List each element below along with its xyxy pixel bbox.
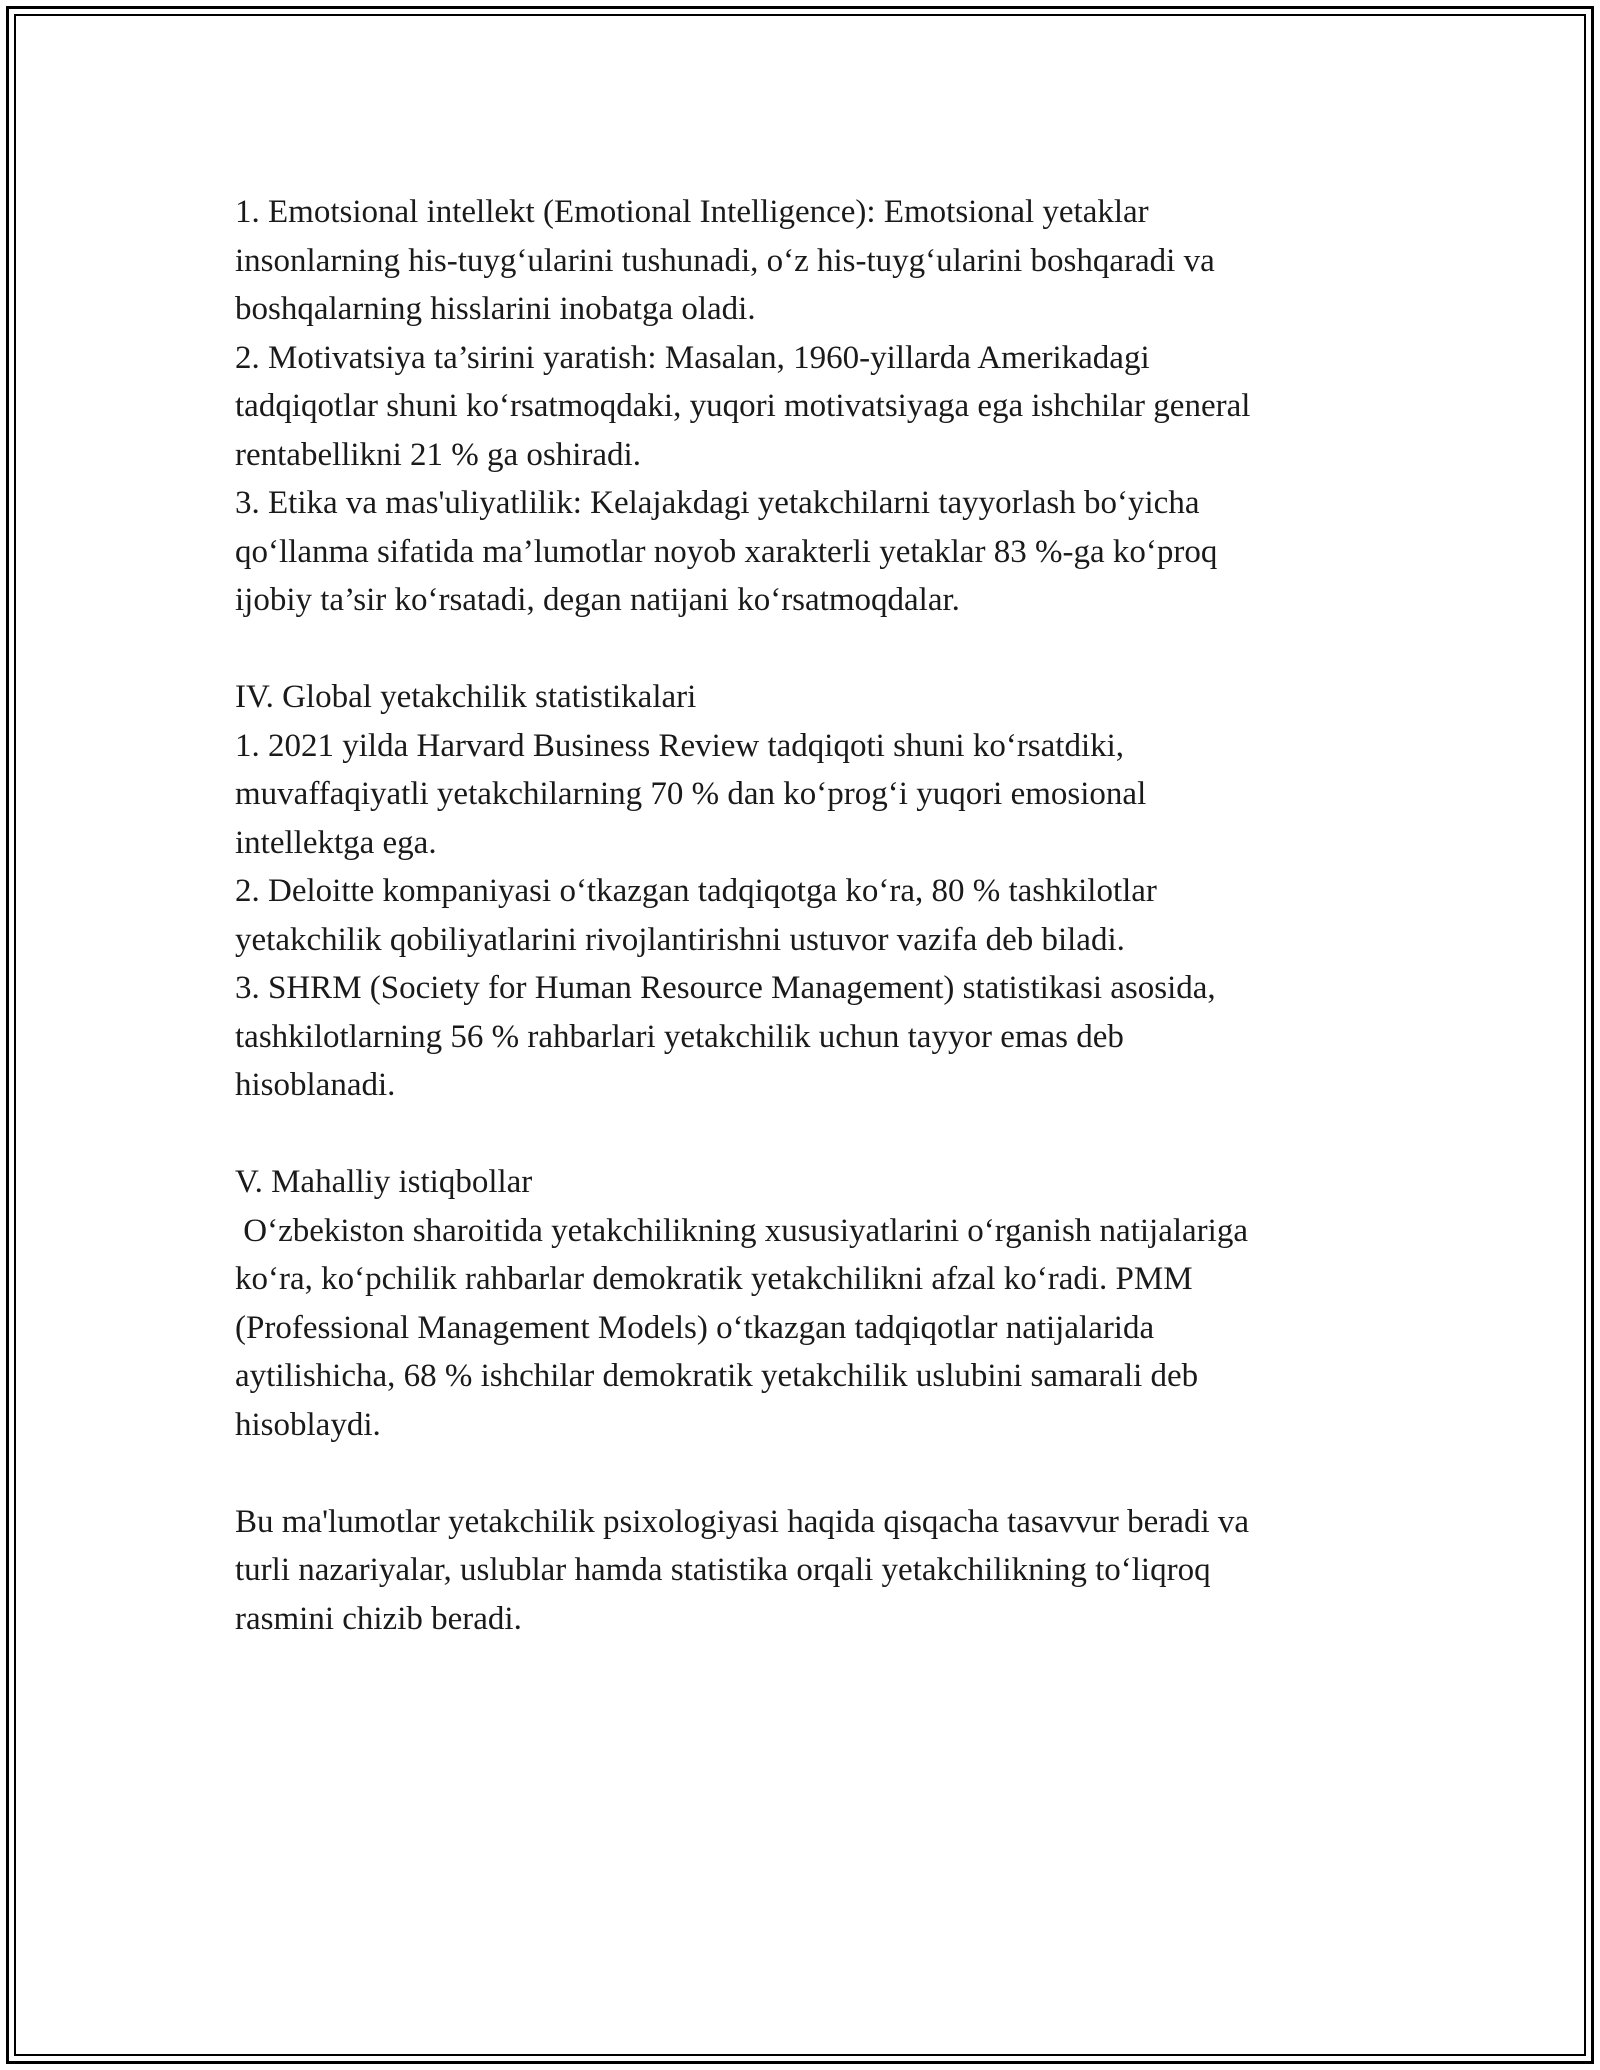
paragraph-spacer: [235, 1449, 1385, 1498]
section-global-statistics: [235, 673, 1385, 1110]
text-line: Bu ma'lumotlar yetakchilik psixologiyasi haqida qisqacha tasavvur beradi va: [235, 1503, 1250, 1540]
text-line: 2. Deloitte kompaniyasi o‘tkazgan tadqiqotga ko‘ra, 80 % tashkilotlar: [235, 873, 1157, 909]
leadership-factors-list: [235, 188, 1385, 625]
text-line: rentabellikni 21 % ga oshiradi.: [235, 436, 641, 473]
text-line: insonlarning his-tuyg‘ularini tushunadi, o‘z his-tuyg‘ularini boshqaradi va: [235, 242, 1215, 279]
text-line: intellektga ega.: [235, 824, 437, 861]
text-line: boshqalarning hisslarini inobatga oladi.: [235, 291, 756, 327]
section-heading: V. Mahalliy istiqbollar: [235, 1164, 533, 1200]
text-line: muvaffaqiyatli yetakchilarning 70 % dan ko‘prog‘i yuqori emosional: [235, 776, 1147, 812]
text-line: 3. SHRM (Society for Human Resource Management) statistikasi asosida,: [235, 970, 1216, 1006]
text-line: 2. Motivatsiya ta’sirini yaratish: Masalan, 1960-yillarda Amerikadagi: [235, 339, 1150, 376]
text-line: ijobiy ta’sir ko‘rsatadi, degan natijani ko‘rsatmoqdalar.: [235, 582, 960, 618]
section-heading: IV. Global yetakchilik statistikalari: [235, 679, 697, 715]
text-line: O‘zbekiston sharoitida yetakchilikning xususiyatlarini o‘rganish natijalariga: [235, 1212, 1248, 1249]
text-line: qo‘llanma sifatida ma’lumotlar noyob xarakterli yetaklar 83 %-ga ko‘proq: [235, 533, 1218, 570]
conclusion-paragraph: [235, 1498, 1385, 1644]
text-line: ko‘ra, ko‘pchilik rahbarlar demokratik yetakchilikni afzal ko‘radi. PMM: [235, 1261, 1193, 1297]
text-line: hisoblanadi.: [235, 1067, 396, 1103]
paragraph-spacer: [235, 625, 1385, 674]
text-line: tadqiqotlar shuni ko‘rsatmoqdaki, yuqori motivatsiyaga ega ishchilar general: [235, 388, 1251, 424]
section-local-perspectives: [235, 1158, 1385, 1449]
text-line: hisoblaydi.: [235, 1406, 381, 1443]
text-line: aytilishicha, 68 % ishchilar demokratik yetakchilik uslubini samarali deb: [235, 1358, 1199, 1394]
paragraph-spacer: [235, 1110, 1385, 1159]
text-line: turli nazariyalar, uslublar hamda statistika orqali yetakchilikning to‘liqroq: [235, 1552, 1211, 1588]
document-body: [235, 188, 1385, 1643]
text-line: tashkilotlarning 56 % rahbarlari yetakchilik uchun tayyor emas deb: [235, 1018, 1124, 1055]
text-line: 3. Etika va mas'uliyatlilik: Kelajakdagi yetakchilarni tayyorlash bo‘yicha: [235, 485, 1200, 521]
text-line: 1. Emotsional intellekt (Emotional Intelligence): Emotsional yetaklar: [235, 194, 1149, 230]
text-line: yetakchilik qobiliyatlarini rivojlantirishni ustuvor vazifa deb biladi.: [235, 921, 1125, 958]
text-line: rasmini chizib beradi.: [235, 1600, 522, 1637]
text-line: 1. 2021 yilda Harvard Business Review tadqiqoti shuni ko‘rsatdiki,: [235, 727, 1125, 764]
text-line: (Professional Management Models) o‘tkazgan tadqiqotlar natijalarida: [235, 1309, 1155, 1346]
